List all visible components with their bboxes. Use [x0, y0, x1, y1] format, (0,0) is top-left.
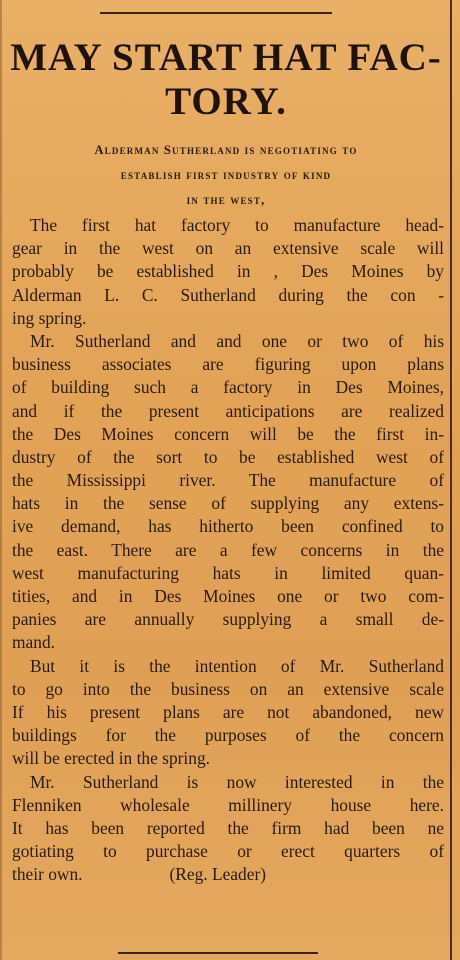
body-line: of building such a factory in Des Moines,	[12, 377, 444, 398]
body-line: ing spring.	[12, 307, 87, 328]
body-line: If his present plans are not abandoned, new	[12, 701, 444, 722]
headline-line: TORY.	[165, 80, 287, 123]
body-line: mand.	[12, 632, 55, 653]
article-body	[12, 214, 444, 886]
body-line: and if the present anticipations are realized	[12, 400, 444, 421]
headline	[6, 36, 446, 124]
body-line: Mr. Sutherland is now interested in the	[30, 771, 444, 792]
subhead-line: in the west,	[186, 193, 266, 207]
body-line: ive demand, has hitherto been confined to	[12, 516, 444, 537]
body-line: But it is the intention of Mr. Sutherland	[30, 655, 444, 676]
body-line: gotiating to purchase or erect quarters of	[12, 841, 444, 862]
subheadline	[6, 138, 446, 213]
body-line: will be erected in the spring.	[12, 748, 210, 769]
headline-line: MAY START HAT FAC-	[10, 36, 442, 79]
body-line: west manufacturing hats in limited quan-	[12, 562, 444, 583]
body-line: buildings for the purposes of the concern	[12, 725, 444, 746]
body-line: to go into the business on an extensive scale	[12, 678, 444, 699]
left-margin-line	[0, 0, 2, 960]
body-line: Mr. Sutherland and and one or two of his	[30, 330, 444, 351]
top-divider-rule	[100, 12, 332, 14]
body-line: the east. There are a few concerns in the	[12, 539, 444, 560]
body-line: dustry of the sort to be established west of	[12, 446, 444, 467]
body-line: The first hat factory to manufacture head-	[30, 215, 444, 235]
body-line: It has been reported the firm had been ne	[12, 817, 444, 838]
bottom-divider-rule	[118, 952, 318, 954]
body-line: hats in the sense of supplying any extens-	[12, 493, 444, 514]
subhead-line: Alderman Sutherland is negotiating to	[94, 143, 358, 157]
body-line: Flenniken wholesale millinery house here.	[12, 794, 444, 815]
body-line: panies are annually supplying a small de-	[12, 609, 444, 630]
subhead-line: establish first industry of kind	[120, 168, 332, 182]
body-line: tities, and in Des Moines one or two com-	[12, 586, 444, 606]
body-line: Alderman L. C. Sutherland during the con -	[12, 284, 444, 305]
body-line: their own. (Reg. Leader)	[12, 864, 267, 885]
body-line: the Mississippi river. The manufacture of	[12, 470, 444, 491]
body-line: gear in the west on an extensive scale will	[12, 238, 444, 259]
body-line: the Des Moines concern will be the first in-	[12, 423, 444, 444]
column-divider-rule	[450, 0, 452, 960]
body-line: business associates are figuring upon plans	[12, 354, 444, 375]
body-line: probably be established in , Des Moines by	[12, 261, 444, 282]
